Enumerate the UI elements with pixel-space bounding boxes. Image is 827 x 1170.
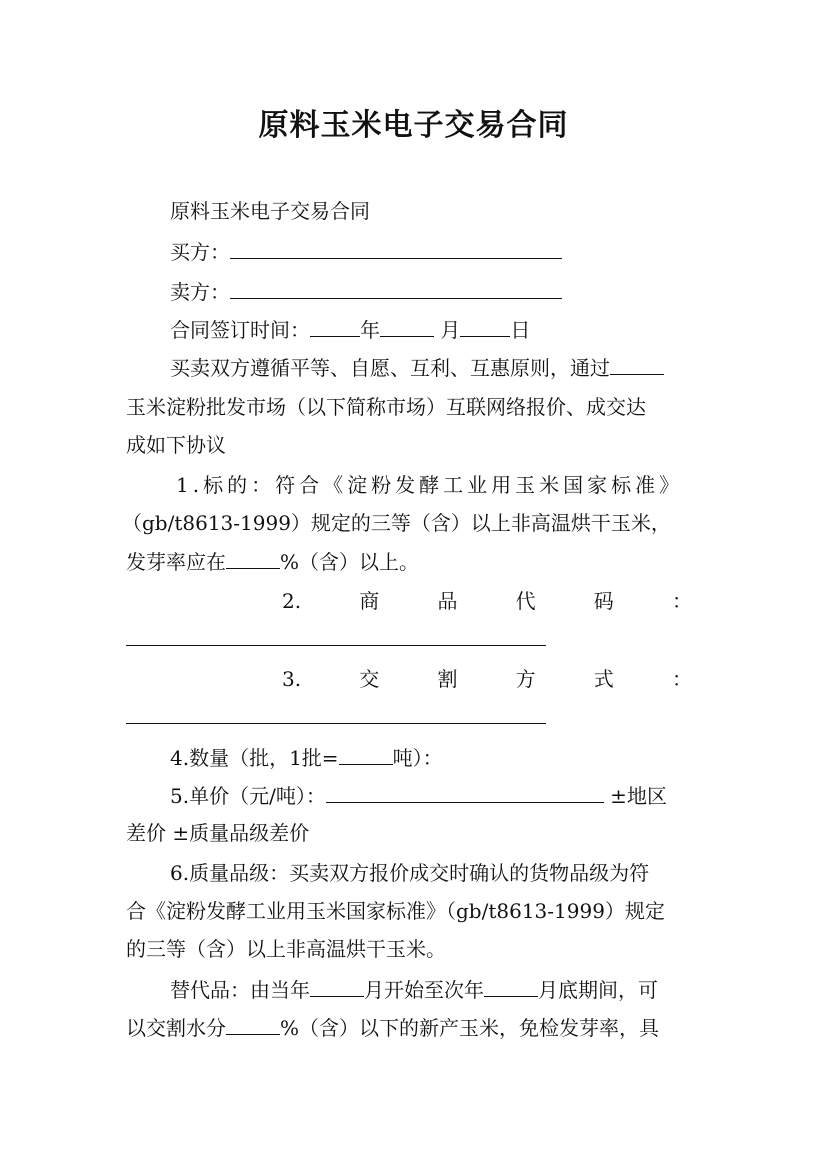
item2-char-1: 商 — [359, 589, 380, 613]
unit-price-label: 5.单价（元/吨）： — [170, 784, 326, 808]
document-title: 原料玉米电子交易合同 — [258, 108, 569, 143]
item6-line-3: 的三等（含）以上非高温烘干玉米。 — [126, 937, 446, 961]
substitute-line-2 — [126, 1014, 659, 1041]
item1-line-1: 1.标的：符合《淀粉发酵工业用玉米国家标准》 — [176, 473, 684, 497]
moisture-suffix: %（含）以下的新产玉米，免检发芽率，具 — [280, 1016, 660, 1040]
item2-colon: ： — [671, 589, 692, 613]
buyer-line — [170, 238, 562, 265]
sign-month-blank[interactable] — [380, 316, 434, 337]
item2-line — [282, 588, 692, 614]
item3-char-4: 式 — [593, 667, 614, 691]
item3-char-3: 方 — [515, 667, 536, 691]
sign-day-blank[interactable] — [460, 316, 510, 337]
substitute-end: 月底期间，可 — [538, 978, 658, 1002]
germination-rate-blank[interactable] — [226, 548, 280, 569]
moisture-blank[interactable] — [226, 1014, 280, 1035]
product-code-blank[interactable] — [126, 645, 546, 646]
item3-number: 3. — [282, 667, 302, 691]
item6-line-1: 6.质量品级：买卖双方报价成交时确认的货物品级为符 — [170, 861, 650, 885]
market-name-blank[interactable] — [610, 354, 664, 375]
item3-char-1: 交 — [359, 667, 380, 691]
end-month-blank[interactable] — [484, 976, 538, 997]
sign-time-label: 合同签订时间： — [170, 318, 310, 342]
seller-line — [170, 278, 562, 305]
intro-text-1: 买卖双方遵循平等、自愿、互利、互惠原则，通过 — [170, 356, 610, 380]
item6-line-2: 合《淀粉发酵工业用玉米国家标准》（gb/t8613-1999）规定 — [126, 899, 665, 923]
item1-line-3 — [126, 548, 419, 575]
buyer-label: 买方： — [170, 240, 230, 264]
germination-suffix: %（含）以上。 — [280, 550, 420, 574]
item4-line — [170, 744, 443, 771]
item2-char-3: 代 — [515, 589, 536, 613]
substitute-line-1 — [170, 976, 658, 1003]
sign-time-line — [170, 316, 530, 343]
tons-per-batch-blank[interactable] — [339, 744, 393, 765]
item3-line — [282, 666, 692, 692]
region-diff-label: ±地区 — [603, 784, 667, 808]
buyer-blank[interactable] — [230, 238, 562, 259]
item1-line-2: （gb/t8613-1999）规定的三等（含）以上非高温烘干玉米， — [122, 511, 671, 535]
quantity-label: 4.数量（批，1批= — [170, 746, 339, 770]
sign-year-blank[interactable] — [310, 316, 360, 337]
item2-number: 2. — [282, 589, 302, 613]
item2-char-4: 码 — [593, 589, 614, 613]
intro-line-3: 成如下协议 — [126, 433, 226, 457]
germination-label: 发芽率应在 — [126, 550, 226, 574]
sign-day-label: 日 — [510, 318, 531, 342]
item3-char-2: 割 — [437, 667, 458, 691]
substitute-mid: 月开始至次年 — [364, 978, 484, 1002]
start-month-blank[interactable] — [310, 976, 364, 997]
quantity-suffix: 吨）： — [392, 746, 443, 770]
sign-year-label: 年 — [360, 318, 380, 342]
item3-colon: ： — [671, 667, 692, 691]
item5-line-2: 差价 ±质量品级差价 — [126, 821, 310, 845]
substitute-label: 替代品：由当年 — [170, 978, 310, 1002]
contract-subtitle: 原料玉米电子交易合同 — [170, 199, 370, 223]
seller-label: 卖方： — [170, 280, 230, 304]
unit-price-blank[interactable] — [326, 782, 604, 803]
intro-line-2: 玉米淀粉批发市场（以下简称市场）互联网络报价、成交达 — [126, 395, 646, 419]
item2-char-2: 品 — [437, 589, 458, 613]
delivery-method-blank[interactable] — [126, 723, 546, 724]
sign-month-label: 月 — [440, 318, 461, 342]
seller-blank[interactable] — [230, 278, 562, 299]
intro-line-1 — [170, 354, 664, 381]
item5-line-1 — [170, 782, 667, 809]
moisture-label: 以交割水分 — [126, 1016, 226, 1040]
